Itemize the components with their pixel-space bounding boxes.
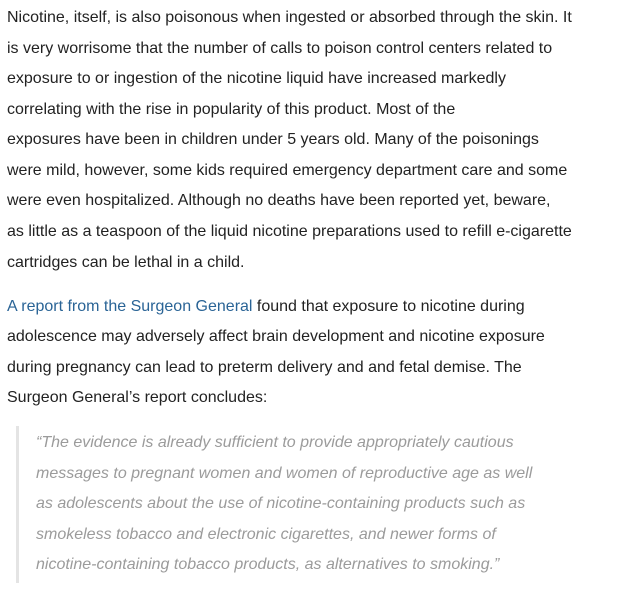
- paragraph-line: adolescence may adversely affect brain development and nicotine exposure: [7, 328, 545, 345]
- paragraph-line: Surgeon General’s report concludes:: [7, 389, 268, 406]
- paragraph-line: exposure to or ingestion of the nicotine liquid have increased markedly: [7, 70, 506, 87]
- paragraph-line: [7, 297, 525, 317]
- surgeon-general-report-link[interactable]: A report from the Surgeon General: [7, 298, 253, 315]
- quote-line: nicotine-containing tobacco products, as alternatives to smoking.”: [36, 556, 500, 573]
- paragraph-line: Nicotine, itself, is also poisonous when ingested or absorbed through the skin. It: [7, 9, 572, 26]
- paragraph-line: correlating with the rise in popularity of this product. Most of the: [7, 101, 456, 118]
- paragraph-line-rest: found that exposure to nicotine during: [252, 298, 525, 315]
- quote-line: as adolescents about the use of nicotine-containing products such as: [36, 495, 526, 512]
- quote-line: smokeless tobacco and electronic cigarettes, and newer forms of: [36, 526, 496, 543]
- quote-line: messages to pregnant women and women of reproductive age as well: [36, 465, 533, 482]
- paragraph-line: were mild, however, some kids required emergency department care and some: [7, 162, 568, 179]
- paragraph-line: is very worrisome that the number of calls to poison control centers related to: [7, 40, 553, 57]
- paragraph-line: were even hospitalized. Although no deaths have been reported yet, beware,: [7, 192, 551, 209]
- paragraph-line: cartridges can be lethal in a child.: [7, 254, 245, 271]
- paragraph-line: as little as a teaspoon of the liquid nicotine preparations used to refill e-cigarette: [7, 223, 572, 240]
- paragraph-line: exposures have been in children under 5 years old. Many of the poisonings: [7, 131, 539, 148]
- paragraph-line: during pregnancy can lead to preterm delivery and and fetal demise. The: [7, 359, 522, 376]
- quote-line: “The evidence is already sufficient to provide appropriately cautious: [36, 434, 514, 451]
- blockquote-border: [16, 426, 19, 583]
